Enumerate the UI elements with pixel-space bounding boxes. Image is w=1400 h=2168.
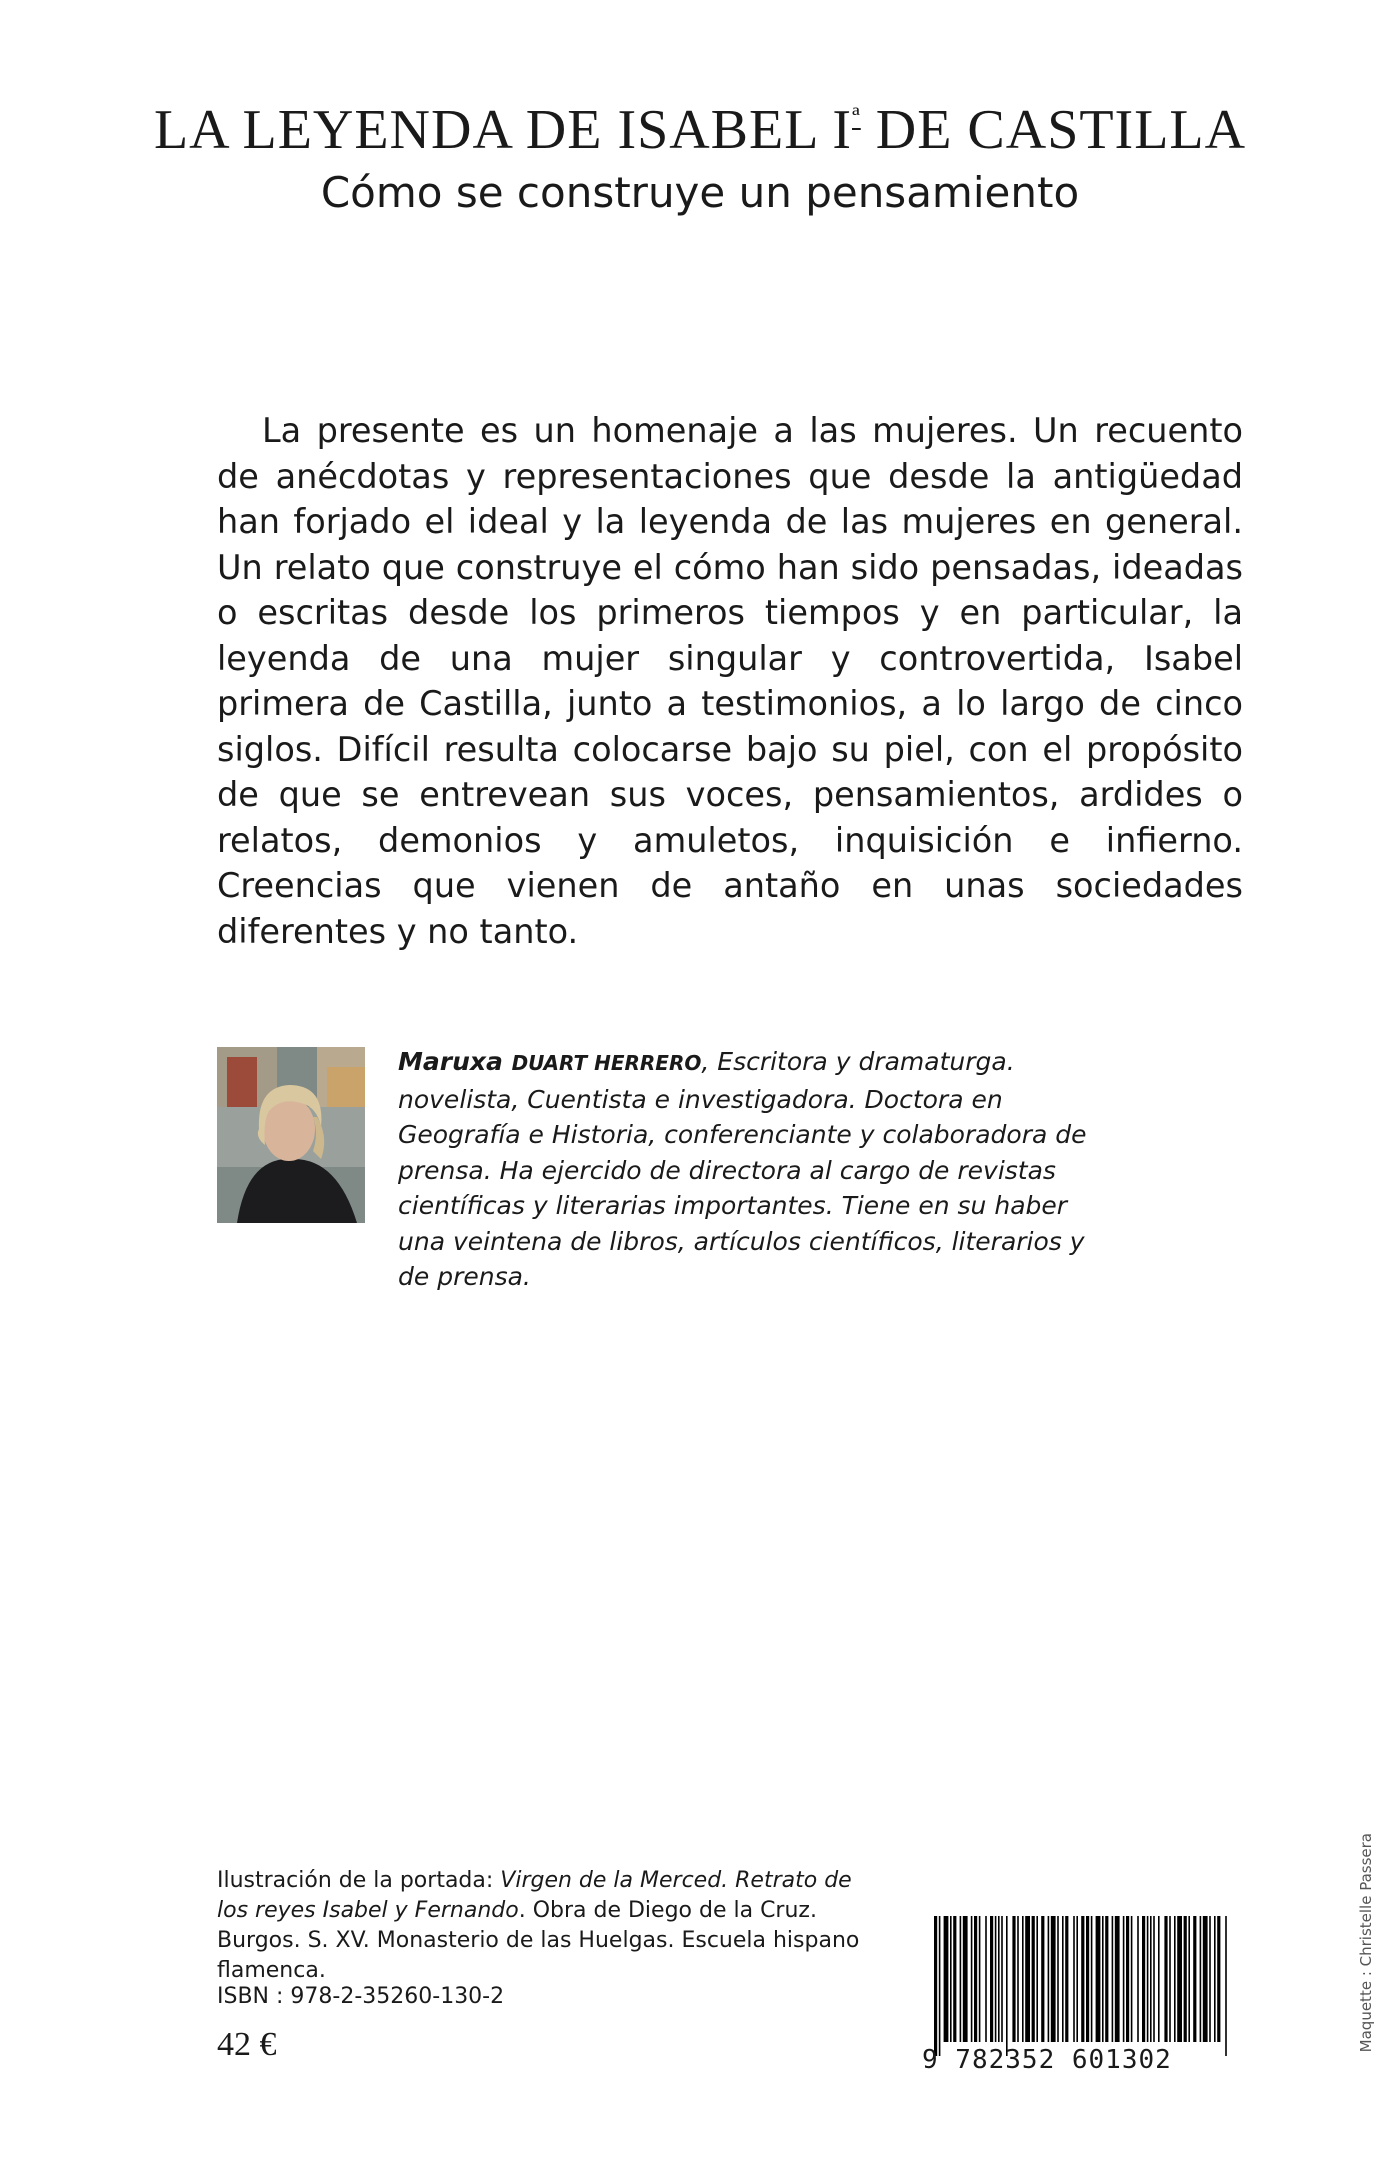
barcode-bar [1062, 1916, 1064, 2042]
barcode-bar [1217, 1916, 1220, 2042]
credit-artwork: Virgen de la Merced. Retrato de los reyes Isabel y Fernando [217, 1868, 852, 1923]
barcode-bar [1091, 1916, 1093, 2042]
barcode-bar [1209, 1916, 1211, 2042]
barcode-bar [1126, 1916, 1129, 2042]
barcode-bar [1150, 1916, 1152, 2042]
barcode-bar [985, 1916, 987, 2042]
barcode-bar [1086, 1916, 1089, 2042]
barcode-bar [1076, 1916, 1078, 2042]
barcode-bar [950, 1916, 952, 2042]
barcode-bar [1169, 1916, 1171, 2042]
barcode-bar [1147, 1916, 1149, 2042]
barcode-bar [1142, 1916, 1145, 2042]
barcode-bar [1025, 1916, 1030, 2042]
barcode-bar [1203, 1916, 1208, 2042]
barcode-bar [971, 1916, 973, 2042]
barcode-bar [974, 1916, 977, 2042]
barcode-bar [1017, 1916, 1019, 2042]
title-main: LA LEYENDA DE ISABEL I [153, 99, 853, 161]
credit-prefix: Ilustración de la portada: [217, 1868, 501, 1893]
barcode-bar [953, 1916, 956, 2042]
barcode-bar [1137, 1916, 1139, 2042]
barcode-bar [1112, 1916, 1114, 2042]
barcode-bar [1041, 1916, 1044, 2042]
barcode-bar [1032, 1916, 1035, 2042]
barcode-bar [1193, 1916, 1196, 2042]
barcode-bar [1123, 1916, 1125, 2042]
title-ordinal: ª [852, 102, 861, 133]
barcode-bar [1036, 1916, 1038, 2042]
author-surname: DUART HERRERO [511, 1051, 702, 1075]
author-bio-text: , Escritora y dramaturga. novelista, Cuentista e investigadora. Doctora en Geografía e Historia, conferenciante y colaboradora de prensa. Ha ejercido de directora al cargo de revistas científicas y literarias importantes. Tiene en su haber una veintena de libros, artículos científicos, literarios y de prensa. [398, 1047, 1087, 1291]
barcode-bar [1065, 1916, 1068, 2042]
title-end: DE CASTILLA [860, 99, 1247, 161]
barcode-bar [1006, 1916, 1008, 2056]
barcode-bar [995, 1916, 997, 2042]
barcode-bar [1188, 1916, 1190, 2042]
barcode-bar [1105, 1916, 1108, 2042]
maquette-credit: Maquette : Christelle Passera [1357, 1833, 1375, 2053]
barcode-bar [1001, 1916, 1003, 2042]
barcode-bar [1022, 1916, 1024, 2042]
barcode-bar [939, 1916, 941, 2056]
barcode-bar [1096, 1916, 1101, 2042]
author-photo [217, 1047, 365, 1223]
barcode-bar [1051, 1916, 1056, 2042]
credit-details: . Obra de Diego de la Cruz. Burgos. S. XV. Monasterio de las Huelgas. Escuela hispano flamenca. [217, 1898, 860, 1983]
barcode-bar [1073, 1916, 1075, 2042]
author-bio [398, 1044, 1098, 1295]
barcode-digits: 9 782352 601302 [922, 2045, 1172, 2075]
barcode [930, 1916, 1232, 2056]
barcode-bar [1048, 1916, 1050, 2042]
barcode-bar [1158, 1916, 1160, 2042]
book-title [0, 100, 1400, 162]
author-photo-image [217, 1047, 365, 1223]
isbn: ISBN : 978-2-35260-130-2 [217, 1984, 505, 2009]
barcode-bar [979, 1916, 981, 2042]
cover-illustration-credit [217, 1866, 877, 1986]
book-subtitle: Cómo se construye un pensamiento [320, 168, 1080, 217]
barcode-bar [934, 1916, 937, 2056]
barcode-bar [1200, 1916, 1202, 2042]
price: 42 € [217, 2026, 277, 2063]
barcode-bar [1115, 1916, 1120, 2042]
back-cover-blurb: La presente es un homenaje a las mujeres. Un recuento de anécdotas y representaciones que desde la antigüedad han forjado el ideal y la leyenda de las mujeres en general. Un relato que construye el cómo han sido pensadas, ideadas o escritas desde los primeros tiempos y en particular, la leyenda de una mujer singular y controvertida, Isabel primera de Castilla, junto a testimonios, a lo largo de cinco siglos. Difícil resulta colocarse bajo su piel, con el propósito de que se entrevean sus voces, pensamientos, ardides o relatos, demonios y amuletos, inquisición e infierno. Creencias que vienen de antaño en unas sociedades diferentes y no tanto. [217, 411, 1243, 951]
barcode-bar [1214, 1916, 1216, 2042]
author-first-name: Maruxa [398, 1047, 512, 1076]
barcode-bar [963, 1916, 968, 2042]
barcode-bar [1081, 1916, 1084, 2042]
barcode-bar [960, 1916, 962, 2042]
barcode-bar [1177, 1916, 1182, 2042]
barcode-bar [1102, 1916, 1104, 2042]
barcode-bar [1184, 1916, 1187, 2042]
barcode-bar [1174, 1916, 1176, 2042]
barcode-bar [1012, 1916, 1015, 2042]
barcode-bar [1225, 1916, 1227, 2056]
barcode-bar [1164, 1916, 1167, 2042]
barcode-bar [1153, 1916, 1155, 2042]
barcode-bar [1057, 1916, 1059, 2042]
barcode-bar [1131, 1916, 1133, 2042]
author-name [398, 1047, 701, 1076]
barcode-bar [998, 1916, 1000, 2042]
barcode-bar [990, 1916, 993, 2042]
barcode-bar [944, 1916, 949, 2042]
